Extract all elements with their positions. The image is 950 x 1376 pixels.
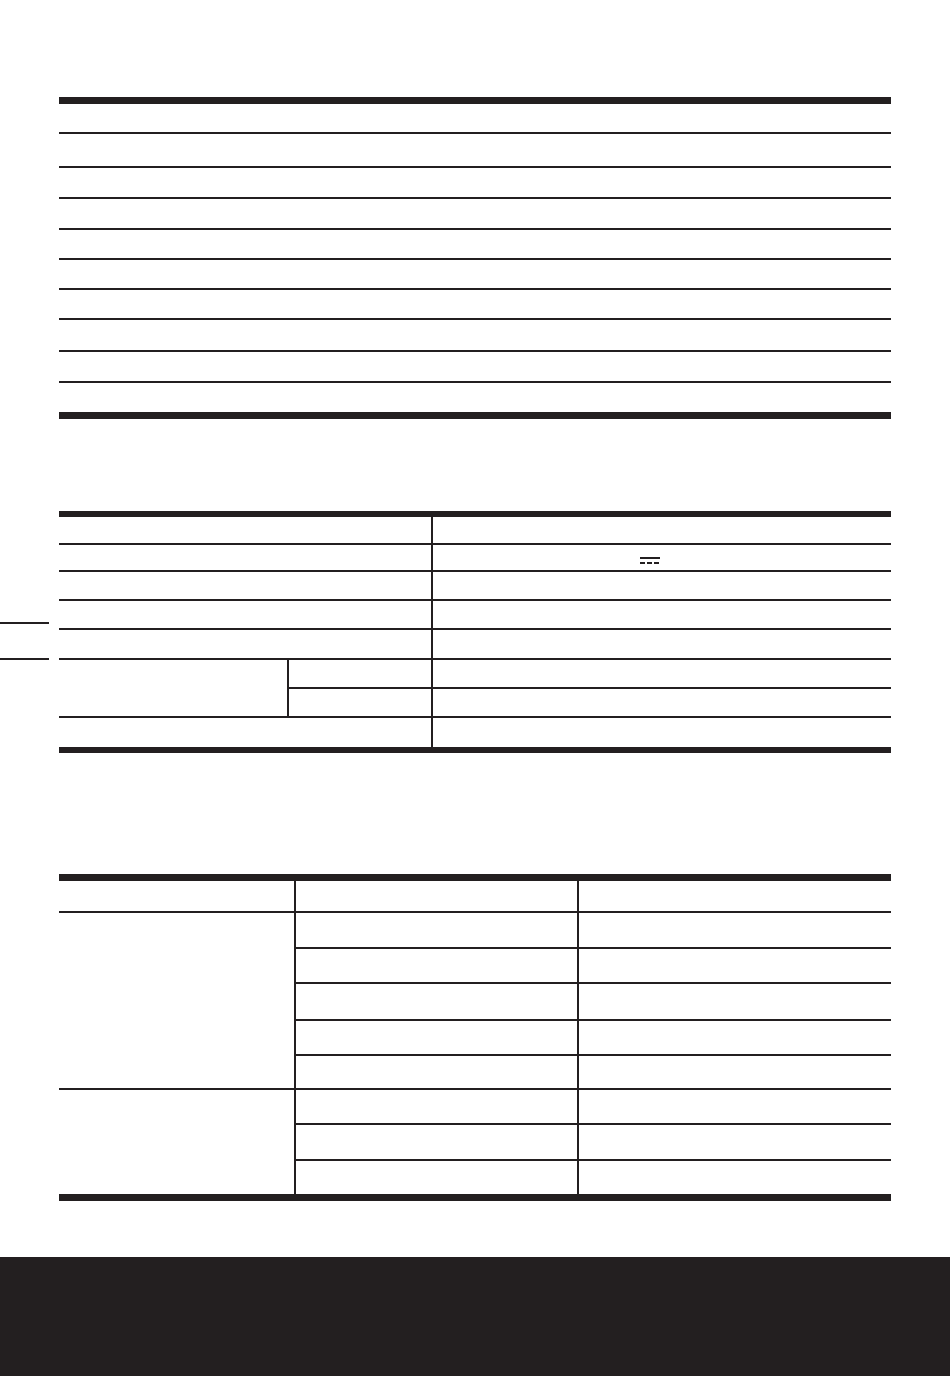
table-row-divider: [295, 1123, 891, 1125]
table-row-divider: [59, 658, 891, 660]
table-row-divider: [295, 1019, 891, 1021]
table-row-divider: [59, 599, 891, 601]
table-column-divider: [431, 517, 433, 747]
table-row-divider: [59, 1088, 891, 1090]
table-row-divider: [288, 687, 891, 689]
table-row-divider: [59, 197, 891, 199]
table-column-divider: [294, 881, 296, 1194]
table-bottom-rule: [59, 412, 891, 419]
table-row-divider: [59, 570, 891, 572]
table-row-divider: [59, 350, 891, 352]
table-row-divider: [59, 166, 891, 168]
table-row-divider: [59, 258, 891, 260]
table-top-rule: [59, 511, 891, 517]
table-row-divider: [59, 911, 891, 913]
table-row-divider: [59, 228, 891, 230]
table-row-divider: [59, 318, 891, 320]
side-tab-mark: [0, 658, 49, 660]
footer-bar: [0, 1257, 950, 1376]
table-bottom-rule: [59, 747, 891, 753]
table-column-divider: [577, 881, 579, 1194]
table-row-divider: [59, 381, 891, 383]
table-row-divider: [59, 288, 891, 290]
table-row-divider: [59, 543, 891, 545]
table-row-divider: [295, 982, 891, 984]
table-row-divider: [59, 628, 891, 630]
table-column-divider: [287, 660, 289, 716]
table-row-divider: [59, 132, 891, 134]
direct-current-icon: [640, 557, 660, 566]
table-row-divider: [59, 716, 891, 718]
table-row-divider: [295, 947, 891, 949]
table-top-rule: [59, 97, 891, 104]
table-bottom-rule: [59, 1194, 891, 1201]
table-row-divider: [295, 1159, 891, 1161]
table-row-divider: [295, 1054, 891, 1056]
side-tab-mark: [0, 622, 49, 624]
table-top-rule: [59, 874, 891, 881]
